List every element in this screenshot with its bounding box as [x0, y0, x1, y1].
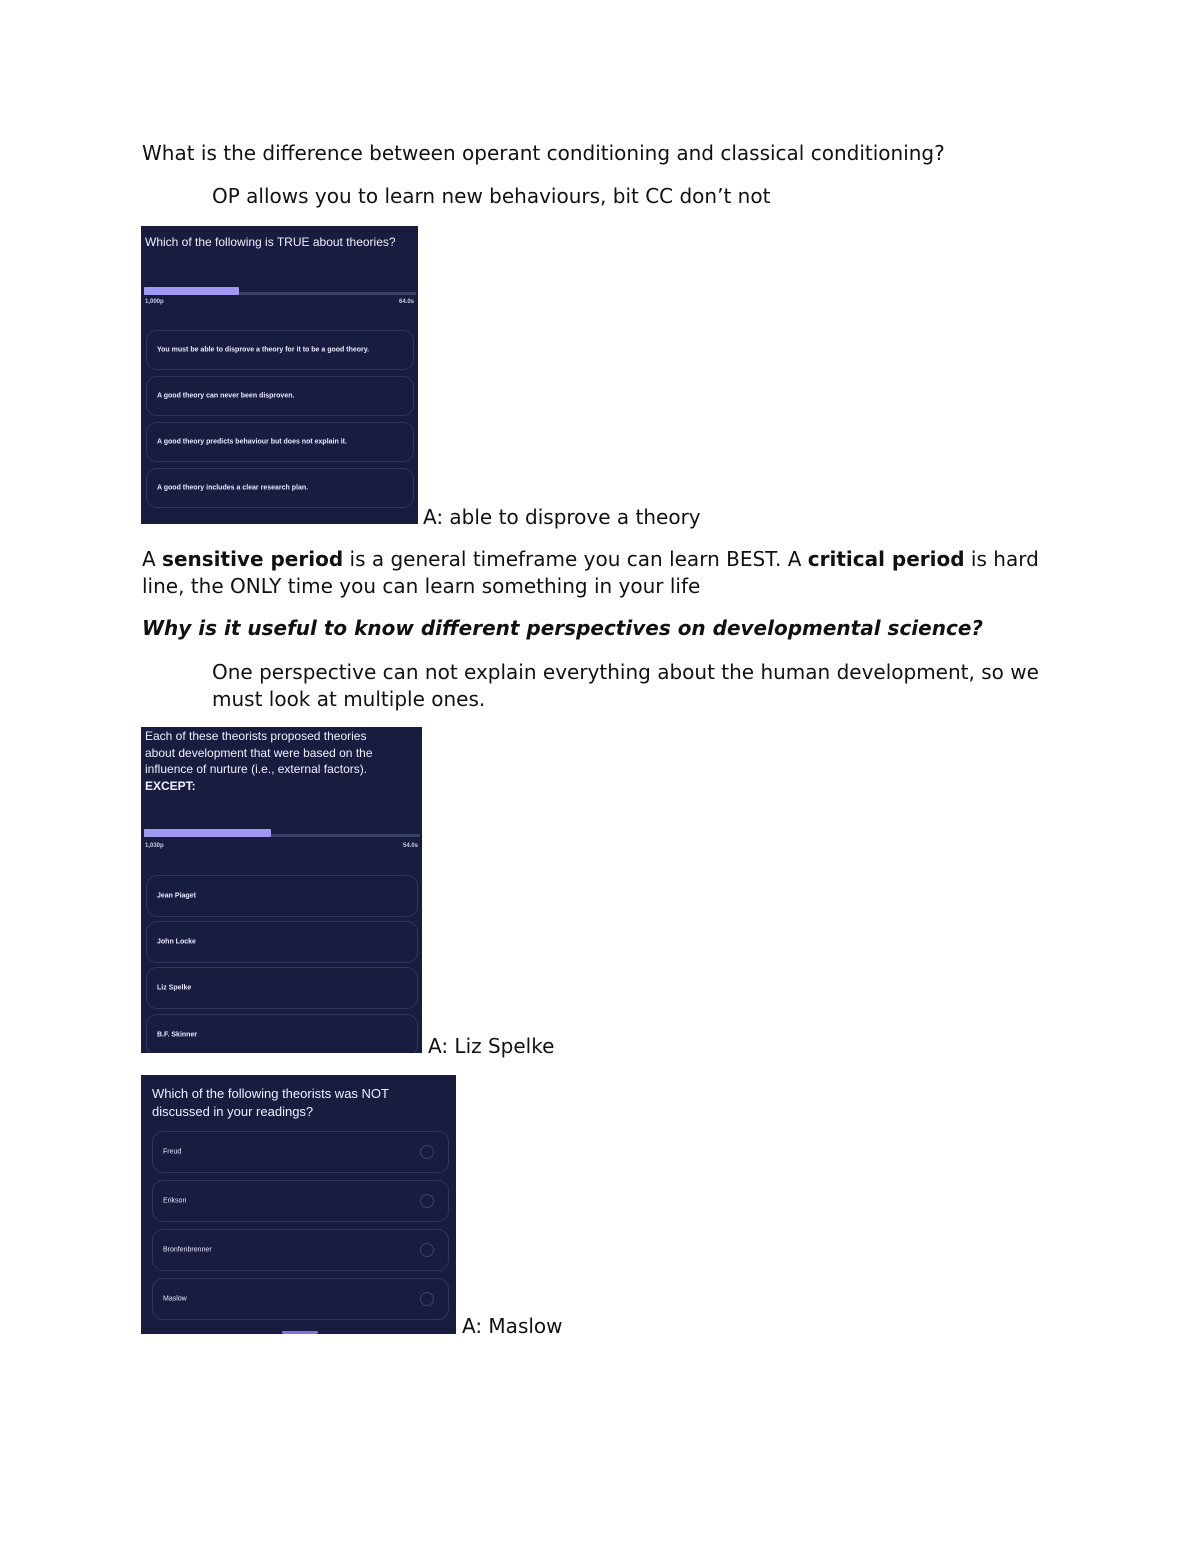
option-4[interactable]: Maslow	[152, 1278, 449, 1320]
option-3[interactable]: A good theory predicts behaviour but does not explain it.	[146, 422, 414, 462]
points-label: 1,000p	[145, 299, 164, 305]
term-sensitive-period: sensitive period	[162, 547, 344, 571]
option-1[interactable]: Jean Piaget	[146, 875, 418, 917]
quiz-screenshot-theories	[141, 226, 418, 524]
answer-theories: A: able to disprove a theory	[423, 505, 701, 529]
radio-icon[interactable]	[420, 1194, 434, 1208]
option-1[interactable]: You must be able to disprove a theory for it to be a good theory.	[146, 330, 414, 370]
option-4[interactable]: A good theory includes a clear research plan.	[146, 468, 414, 508]
question-perspectives: Why is it useful to know different perspectives on developmental science?	[142, 616, 983, 640]
option-2[interactable]: Erikson	[152, 1180, 449, 1222]
option-4[interactable]: B.F. Skinner	[146, 1014, 418, 1053]
option-2[interactable]: John Locke	[146, 921, 418, 963]
answer-nurture: A: Liz Spelke	[428, 1034, 555, 1058]
quiz-screenshot-not-discussed	[141, 1075, 456, 1334]
answer-not-discussed: A: Maslow	[462, 1314, 563, 1338]
radio-icon[interactable]	[420, 1292, 434, 1306]
radio-icon[interactable]	[420, 1145, 434, 1159]
option-3[interactable]: Bronfenbrenner	[152, 1229, 449, 1271]
quiz-question: Which of the following is TRUE about theories?	[145, 235, 396, 249]
option-3[interactable]: Liz Spelke	[146, 967, 418, 1009]
option-2[interactable]: A good theory can never been disproven.	[146, 376, 414, 416]
home-indicator	[282, 1331, 318, 1334]
radio-icon[interactable]	[420, 1243, 434, 1257]
quiz-screenshot-nurture	[141, 727, 422, 1053]
quiz-question: Which of the following theorists was NOT discussed in your readings?	[152, 1086, 389, 1119]
points-label: 1,030p	[145, 843, 164, 849]
option-1[interactable]: Freud	[152, 1131, 449, 1173]
progress-bar	[144, 829, 271, 837]
progress-bar	[144, 287, 239, 295]
quiz-question: Each of these theorists proposed theories about development that were based on the influence of nurture (i.e., external factors). EXCEPT:	[145, 729, 373, 793]
timer-label: 64.0s	[398, 299, 414, 305]
question-operant-vs-classical: What is the difference between operant conditioning and classical conditioning?	[142, 141, 945, 165]
periods-paragraph: A sensitive period is a general timeframe you can learn BEST. A critical period is hard line, the ONLY time you can learn something in your life	[142, 547, 1039, 598]
term-critical-period: critical period	[807, 547, 965, 571]
answer-perspectives: One perspective can not explain everything about the human development, so we must look at multiple ones.	[212, 660, 1039, 711]
answer-operant-vs-classical: OP allows you to learn new behaviours, bit CC don’t not	[212, 184, 771, 208]
timer-label: 54.0s	[402, 843, 418, 849]
